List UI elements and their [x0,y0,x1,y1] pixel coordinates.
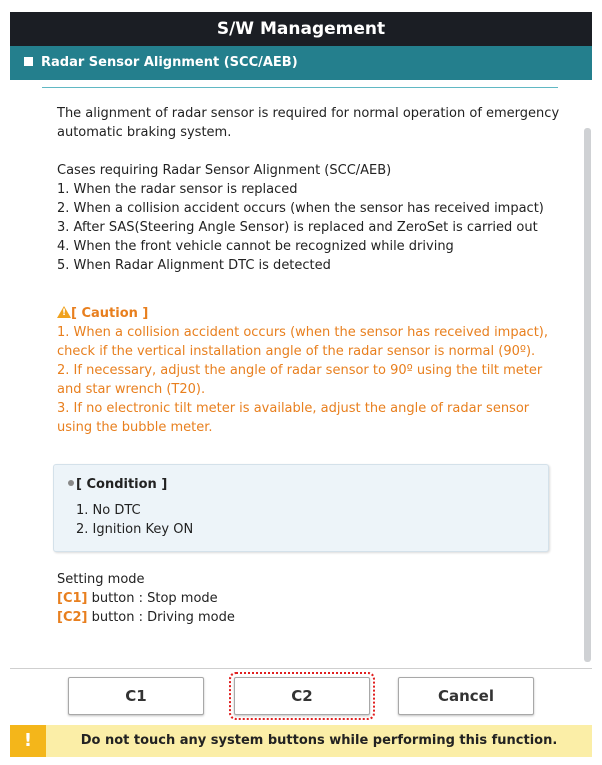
warning-message: Do not touch any system buttons while performing this function. [80,733,558,748]
caution-title: ![ Caution ] [57,304,567,323]
condition-box [53,464,549,552]
caution-line: 1. When a collision accident occurs (when the sensor has received impact), [57,325,549,340]
caution-line: using the bubble meter. [57,420,213,435]
exclamation-icon: ! [10,725,46,757]
list-item: 5. When Radar Alignment DTC is detected [57,258,331,273]
section-title: Radar Sensor Alignment (SCC/AEB) [41,55,298,70]
setting-heading: Setting mode [57,572,145,587]
caution-block [57,304,567,437]
intro-text [57,104,567,142]
content-panel [10,80,592,668]
section-header [10,46,592,80]
list-item: 3. After SAS(Steering Angle Sensor) is replaced and ZeroSet is carried out [57,220,538,235]
footer-divider [10,668,592,669]
square-bullet-icon [24,57,33,66]
intro-line: automatic braking system. [57,125,232,140]
list-item: 1. When the radar sensor is replaced [57,182,298,197]
condition-item: 2. Ignition Key ON [76,522,194,537]
caution-line: check if the vertical installation angle of the radar sensor is normal (90º). [57,344,536,359]
setting-mode-c1: [C1] button : Stop mode [57,591,218,606]
setting-mode-c2: [C2] button : Driving mode [57,610,235,625]
list-item: 2. When a collision accident occurs (when the sensor has received impact) [57,201,544,216]
caution-line: and star wrench (T20). [57,382,206,397]
scrollbar[interactable] [584,128,591,662]
caution-line: 3. If no electronic tilt meter is available, adjust the angle of radar sensor [57,401,530,416]
warning-triangle-icon [57,306,71,318]
cases-heading: Cases requiring Radar Sensor Alignment (SCC/AEB) [57,163,392,178]
list-item: 4. When the front vehicle cannot be recognized while driving [57,239,454,254]
window-title: S/W Management [10,12,592,46]
condition-title: [ Condition ] [68,477,167,492]
cases-list [57,161,567,275]
divider [42,87,558,88]
caution-line: 2. If necessary, adjust the angle of radar sensor to 90º using the tilt meter [57,363,543,378]
c2-button[interactable]: C2 [234,677,370,715]
c1-button[interactable]: C1 [68,677,204,715]
warning-bar [10,725,592,757]
cancel-button[interactable]: Cancel [398,677,534,715]
condition-item: 1. No DTC [76,503,141,518]
bullet-dot-icon [68,480,74,486]
setting-mode [57,570,567,627]
intro-line: The alignment of radar sensor is required for normal operation of emergency [57,106,560,121]
